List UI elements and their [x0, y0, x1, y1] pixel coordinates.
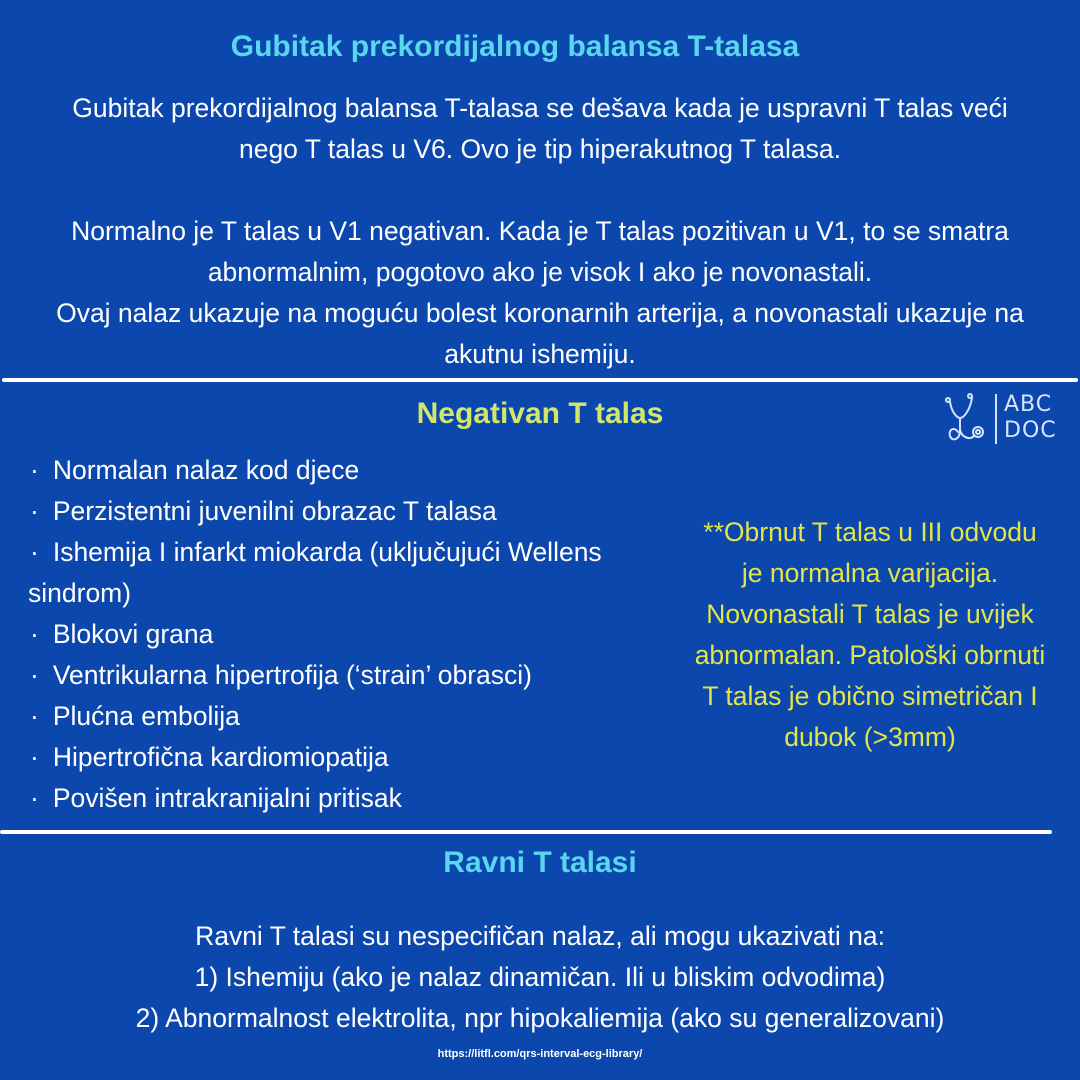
- list-item-text: Hipertrofična kardiomiopatija: [52, 742, 389, 772]
- list-item: [28, 737, 678, 778]
- bullet-icon: ·: [30, 496, 39, 526]
- intro-text: [40, 88, 1040, 375]
- list-item: [28, 696, 678, 737]
- logo-text: [1004, 392, 1057, 444]
- list-item: [28, 491, 678, 532]
- inverted-t-note: **Obrnut T talas u III odvodu je normalna varijacija. Novonastali T talas je uvijek abnormalan. Patološki obrnuti T talas je obično simetričan I dubok (>3mm): [694, 517, 1046, 752]
- flat-t-line-3: 2) Abnormalnost elektrolita, npr hipokaliemija (ako su generalizovani): [135, 1003, 945, 1033]
- list-item-text: Ishemija I infarkt miokarda (uključujući Wellens sindrom): [28, 537, 602, 608]
- flat-t-text: [40, 916, 1040, 1039]
- list-item: [28, 450, 678, 491]
- list-item-text: Plućna embolija: [52, 701, 240, 731]
- divider-top: [2, 378, 1078, 382]
- intro-paragraph-3: Ovaj nalaz ukazuje na moguću bolest koronarnih arterija, a novonastali ukazuje na akutnu ishemiju.: [56, 298, 1024, 369]
- negative-t-heading: Negativan T talas: [416, 397, 664, 430]
- list-item-text: Perzistentni juvenilni obrazac T talasa: [52, 496, 497, 526]
- list-item-text: Ventrikularna hipertrofija (‘strain’ obrasci): [52, 660, 532, 690]
- logo-divider: [995, 394, 997, 444]
- list-item: [28, 655, 678, 696]
- list-item: [28, 614, 678, 655]
- flat-t-line-1: Ravni T talasi su nespecifičan nalaz, ali mogu ukazivati na:: [195, 921, 885, 951]
- bullet-icon: ·: [30, 619, 39, 649]
- intro-paragraph-2: Normalno je T talas u V1 negativan. Kada je T talas pozitivan u V1, to se smatra abnormalnim, pogotovo ako je visok I ako je novonastali.: [71, 216, 1009, 287]
- divider-bottom: [0, 830, 1052, 834]
- bullet-icon: ·: [30, 455, 39, 485]
- list-item-text: Normalan nalaz kod djece: [52, 455, 360, 485]
- stethoscope-icon: [942, 390, 992, 448]
- bullet-icon: ·: [30, 783, 39, 813]
- list-item: [28, 532, 678, 614]
- flat-t-line-2: 1) Ishemiju (ako je nalaz dinamičan. Ili u bliskim odvodima): [194, 962, 886, 992]
- bullet-icon: ·: [30, 537, 39, 567]
- list-item: [28, 778, 678, 819]
- logo-line-1: ABC: [1004, 392, 1053, 417]
- logo-line-2: DOC: [1004, 418, 1057, 443]
- bullet-icon: ·: [30, 701, 39, 731]
- intro-paragraph-1: Gubitak prekordijalnog balansa T-talasa se dešava kada je uspravni T talas veći nego T talas u V6. Ovo je tip hiperakutnog T talasa.: [72, 93, 1008, 164]
- negative-t-list: [28, 450, 678, 819]
- abc-doc-logo: [942, 390, 1057, 448]
- list-item-text: Povišen intrakranijalni pritisak: [52, 783, 402, 813]
- flat-t-heading: Ravni T talasi: [443, 846, 637, 879]
- page-title: Gubitak prekordijalnog balansa T-talasa: [230, 30, 800, 63]
- bullet-icon: ·: [30, 742, 39, 772]
- bullet-icon: ·: [30, 660, 39, 690]
- list-item-text: Blokovi grana: [52, 619, 214, 649]
- source-url: https://litfl.com/qrs-interval-ecg-library/: [437, 1048, 643, 1060]
